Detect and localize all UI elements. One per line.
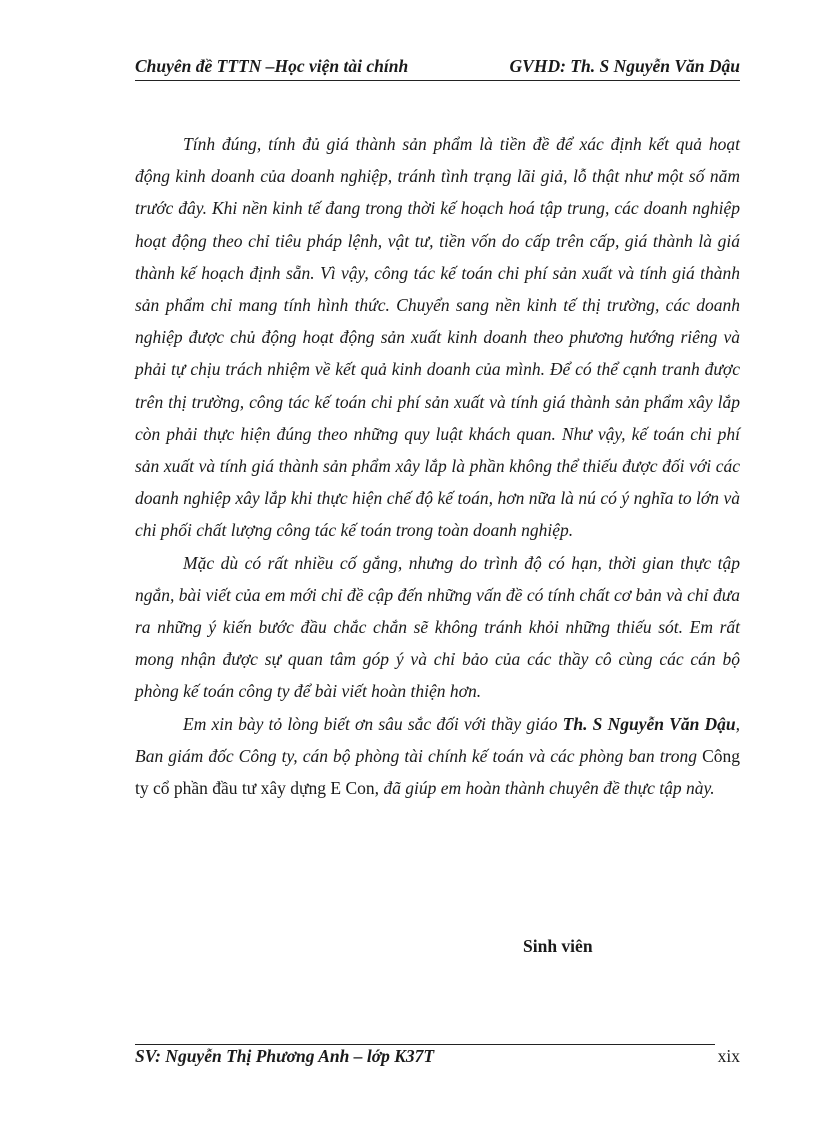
paragraph-3-part-a: Em xin bày tỏ lòng biết ơn sâu sắc đối với thầy giáo bbox=[183, 713, 563, 734]
page-footer bbox=[135, 1046, 740, 1067]
body-text bbox=[135, 128, 740, 804]
paragraph-1: Tính đúng, tính đủ giá thành sản phẩm là tiền đề để xác định kết quả hoạt động kinh doanh của doanh nghiệp, tránh tình trạng lãi giả, lỗ thật như một số năm trước đây. Khi nền kinh tế đang trong thời kế hoạch hoá tập trung, các doanh nghiệp hoạt động theo chỉ tiêu pháp lệnh, vật tư, tiền vốn do cấp trên cấp, giá thành là giá thành kế hoạch định sẵn. Vì vậy, công tác kế toán chi phí sản xuất và tính giá thành sản phẩm chỉ mang tính hình thức. Chuyển sang nền kinh tế thị trường, các doanh nghiệp được chủ động hoạt động sản xuất kinh doanh theo phương hướng riêng và phải tự chịu trách nhiệm về kết quả kinh doanh của mình. Để có thể cạnh tranh được trên thị trường, công tác kế toán chi phí sản xuất và tính giá thành sản phẩm xây lắp còn phải thực hiện đúng theo những quy luật khách quan. Như vậy, kế toán chi phí sản xuất và tính giá thành sản phẩm xây lắp là phần không thể thiếu được đối với các doanh nghiệp xây lắp khi thực hiện chế độ kế toán, hơn nữa là nú có ý nghĩa to lớn và chi phối chất lượng công tác kế toán trong toàn doanh nghiệp. bbox=[135, 134, 740, 541]
paragraph-3-part-b: , Ban giám đốc Công ty, cán bộ phòng tài chính kế toán và các phòng ban trong bbox=[135, 713, 740, 766]
footer-divider bbox=[135, 1044, 715, 1045]
paragraph-3 bbox=[135, 708, 740, 805]
header-divider bbox=[135, 80, 740, 81]
page-header bbox=[135, 56, 740, 77]
teacher-name: Th. S Nguyễn Văn Dậu bbox=[562, 713, 736, 734]
signature-label: Sinh viên bbox=[523, 936, 593, 956]
footer-student: SV: Nguyễn Thị Phương Anh – lớp K37T bbox=[135, 1046, 435, 1066]
paragraph-3-part-c: , đã giúp em hoàn thành chuyên đề thực tập này. bbox=[374, 778, 715, 799]
paragraph-2: Mặc dù có rất nhiều cố gắng, nhưng do trình độ có hạn, thời gian thực tập ngắn, bài viết của em mới chỉ đề cập đến những vấn đề có tính chất cơ bản và chỉ đưa ra những ý kiến bước đầu chắc chắn sẽ không tránh khỏi những thiếu sót. Em rất mong nhận được sự quan tâm góp ý và chỉ bảo của các thầy cô cùng các cán bộ phòng kế toán công ty để bài viết hoàn thiện hơn. bbox=[135, 552, 740, 702]
header-course-title: Chuyên đề TTTN –Học viện tài chính bbox=[135, 56, 409, 76]
page-number: xix bbox=[717, 1046, 740, 1066]
company-name: Công ty cổ phần đầu tư xây dựng E Con bbox=[135, 745, 740, 799]
header-supervisor: GVHD: Th. S Nguyễn Văn Dậu bbox=[509, 56, 740, 76]
